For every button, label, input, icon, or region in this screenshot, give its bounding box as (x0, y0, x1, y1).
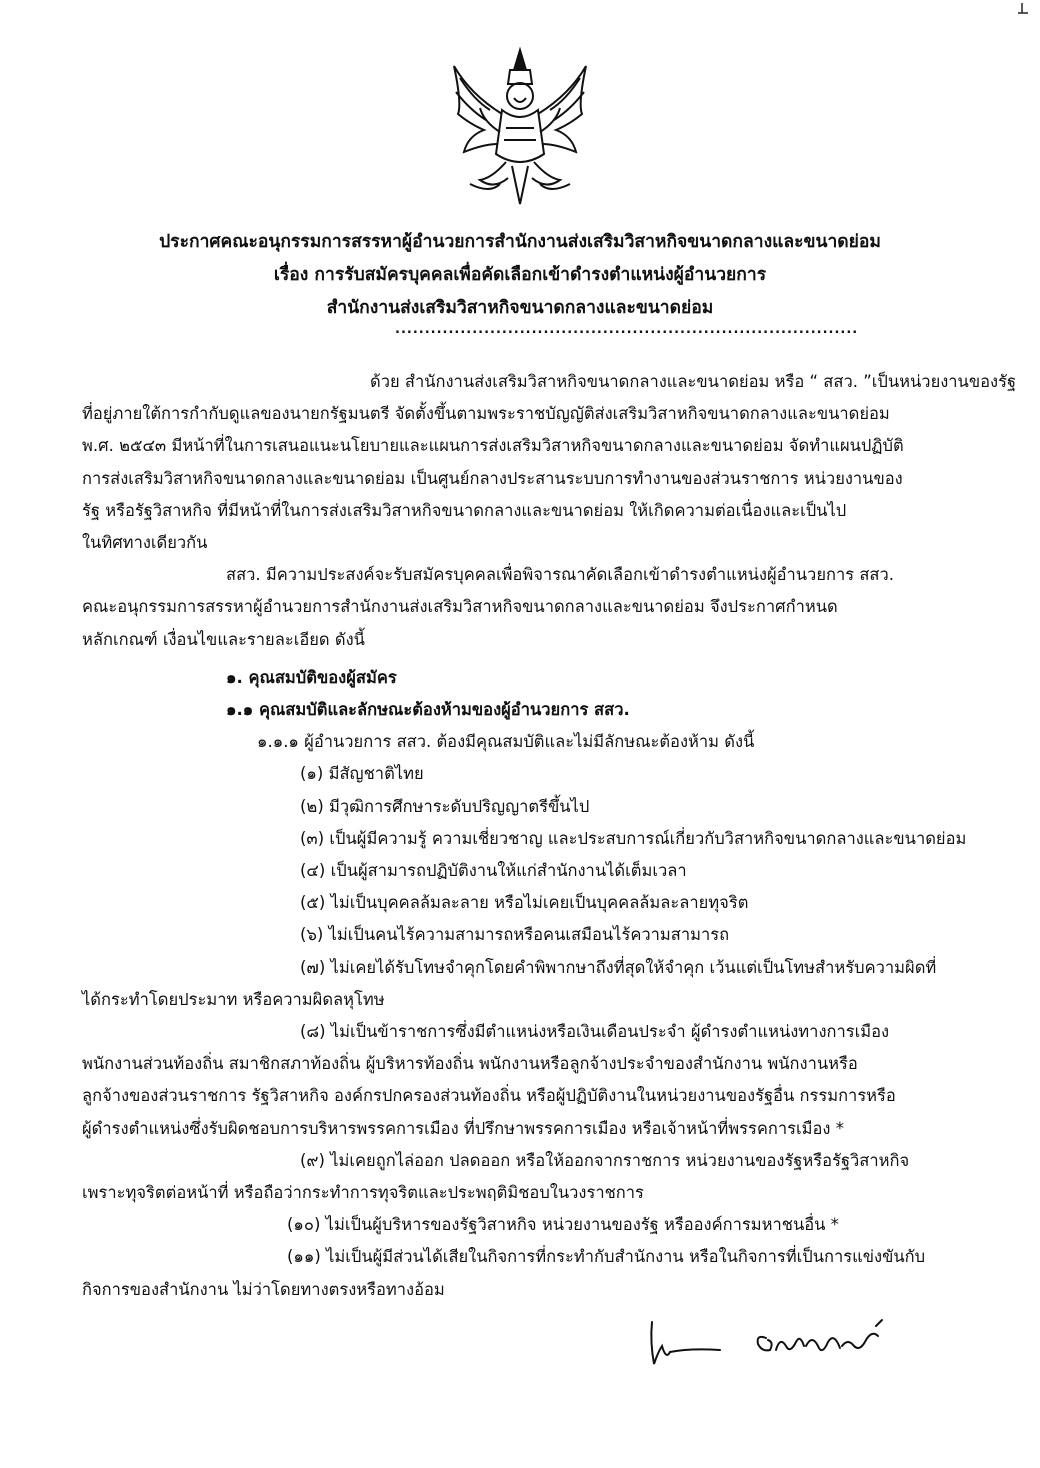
list-item-continuation: เพราะทุจริตต่อหน้าที่ หรือถือว่ากระทำการทุจริตและประพฤติมิชอบในวงราชการ (82, 1183, 644, 1203)
list-item: (๑๐) ไม่เป็นผู้บริหารของรัฐวิสาหกิจ หน่วยงานของรัฐ หรือองค์การมหาชนอื่น * (287, 1215, 839, 1235)
title-line: สำนักงานส่งเสริมวิสาหกิจขนาดกลางและขนาดย่อม (326, 298, 714, 318)
purpose-line: หลักเกณฑ์ เงื่อนไขและรายละเอียด ดังนี้ (82, 629, 365, 649)
title-line: ประกาศคณะอนุกรรมการสรรหาผู้อำนวยการสำนักงานส่งเสริมวิสาหกิจขนาดกลางและขนาดย่อม (159, 232, 881, 252)
list-item: (๘) ไม่เป็นข้าราชการซึ่งมีตำแหน่งหรือเงินเดือนประจำ ผู้ดำรงตำแหน่งทางการเมือง (300, 1022, 890, 1042)
purpose-line: สสว. มีความประสงค์จะรับสมัครบุคคลเพื่อพิจารณาคัดเลือกเข้าดำรงตำแหน่งผู้อำนวยการ สสว. (226, 565, 895, 585)
list-item: (๒) มีวุฒิการศึกษาระดับปริญญาตรีขึ้นไป (300, 796, 590, 816)
document-body (82, 366, 1017, 1306)
list-item-continuation: ลูกจ้างของส่วนราชการ รัฐวิสาหกิจ องค์กรปกครองส่วนท้องถิ่น หรือผู้ปฏิบัติงานในหน่วยงานของรัฐอื่น กรรมการหรือ (82, 1086, 896, 1106)
list-item: (๕) ไม่เป็นบุคคลล้มละลาย หรือไม่เคยเป็นบุคคลล้มละลายทุจริต (300, 893, 749, 913)
list-item: (๓) เป็นผู้มีความรู้ ความเชี่ยวชาญ และประสบการณ์เกี่ยวกับวิสาหกิจขนาดกลางและขนาดย่อม (300, 828, 967, 848)
garuda-emblem-icon (440, 44, 600, 214)
purpose-line: คณะอนุกรรมการสรรหาผู้อำนวยการสำนักงานส่งเสริมวิสาหกิจขนาดกลางและขนาดย่อม จึงประกาศกำหนด (82, 597, 838, 617)
list-item: (๖) ไม่เป็นคนไร้ความสามารถหรือคนเสมือนไร้ความสามารถ (300, 925, 730, 945)
list-item: (๔) เป็นผู้สามารถปฏิบัติงานให้แก่สำนักงานได้เต็มเวลา (300, 861, 687, 881)
intro-paragraph (82, 366, 1017, 559)
intro-line: พ.ศ. ๒๕๔๓ มีหน้าที่ในการเสนอแนะนโยบายและแผนการส่งเสริมวิสาหกิจขนาดกลางและขนาดย่อม จัดทำแผนปฏิบัติ (82, 436, 904, 456)
intro-line: รัฐ หรือรัฐวิสาหกิจ ที่มีหน้าที่ในการส่งเสริมวิสาหกิจขนาดกลางและขนาดย่อม ให้เกิดความต่อเนื่องและเป็นไป (82, 500, 847, 520)
section-1-1-heading: ๑.๑ คุณสมบัติและลักษณะต้องห้ามของผู้อำนวยการ สสว. (226, 700, 630, 720)
intro-line: ในทิศทางเดียวกัน (82, 533, 208, 553)
intro-line: ที่อยู่ภายใต้การกำกับดูแลของนายกรัฐมนตรี จัดตั้งขึ้นตามพระราชบัญญัติส่งเสริมวิสาหกิจขนาดกลางและขนาดย่อม (82, 404, 890, 424)
handwritten-signature (640, 1312, 900, 1372)
list-item: (๑๑) ไม่เป็นผู้มีส่วนได้เสียในกิจการที่กระทำกับสำนักงาน หรือในกิจการที่เป็นการแข่งขันกับ (287, 1247, 926, 1267)
announcement-title (60, 226, 980, 325)
list-item-continuation: กิจการของสำนักงาน ไม่ว่าโดยทางตรงหรือทางอ้อม (82, 1279, 445, 1299)
section-1-1-1-text: ๑.๑.๑ ผู้อำนวยการ สสว. ต้องมีคุณสมบัติและไม่มีลักษณะต้องห้าม ดังนี้ (257, 732, 755, 752)
title-separator: .............................................................................. (395, 322, 859, 337)
purpose-paragraph (82, 559, 952, 656)
list-item: (๙) ไม่เคยถูกไล่ออก ปลดออก หรือให้ออกจากราชการ หน่วยงานของรัฐหรือรัฐวิสาหกิจ (300, 1150, 910, 1170)
title-subject-line: เรื่อง การรับสมัครบุคคลเพื่อคัดเลือกเข้าดำรงตำแหน่งผู้อำนวยการ (273, 265, 767, 285)
list-item-continuation: ผู้ดำรงตำแหน่งซึ่งรับผิดชอบการบริหารพรรคการเมือง ที่ปรึกษาพรรคการเมือง หรือเจ้าหน้าที่พรรคการเมือง * (82, 1118, 844, 1138)
section-1-heading: ๑. คุณสมบัติของผู้สมัคร (226, 667, 397, 687)
corner-mark-icon (1010, 2, 1030, 16)
intro-line: ด้วย สำนักงานส่งเสริมวิสาหกิจขนาดกลางและขนาดย่อม หรือ “ สสว. ”เป็นหน่วยงานของรัฐ (370, 372, 1017, 391)
list-item: (๑) มีสัญชาติไทย (300, 764, 424, 784)
intro-line: การส่งเสริมวิสาหกิจขนาดกลางและขนาดย่อม เป็นศูนย์กลางประสานระบบการทำงานของส่วนราชการ หน่วยงานของ (82, 468, 903, 488)
list-item-continuation: พนักงานส่วนท้องถิ่น สมาชิกสภาท้องถิ่น ผู้บริหารท้องถิ่น พนักงานหรือลูกจ้างประจำของสำนักงาน พนักงานหรือ (82, 1054, 858, 1074)
list-item: (๗) ไม่เคยได้รับโทษจำคุกโดยคำพิพากษาถึงที่สุดให้จำคุก เว้นแต่เป็นโทษสำหรับความผิดที่ (300, 957, 937, 977)
list-item-continuation: ได้กระทำโดยประมาท หรือความผิดลหุโทษ (82, 989, 385, 1009)
